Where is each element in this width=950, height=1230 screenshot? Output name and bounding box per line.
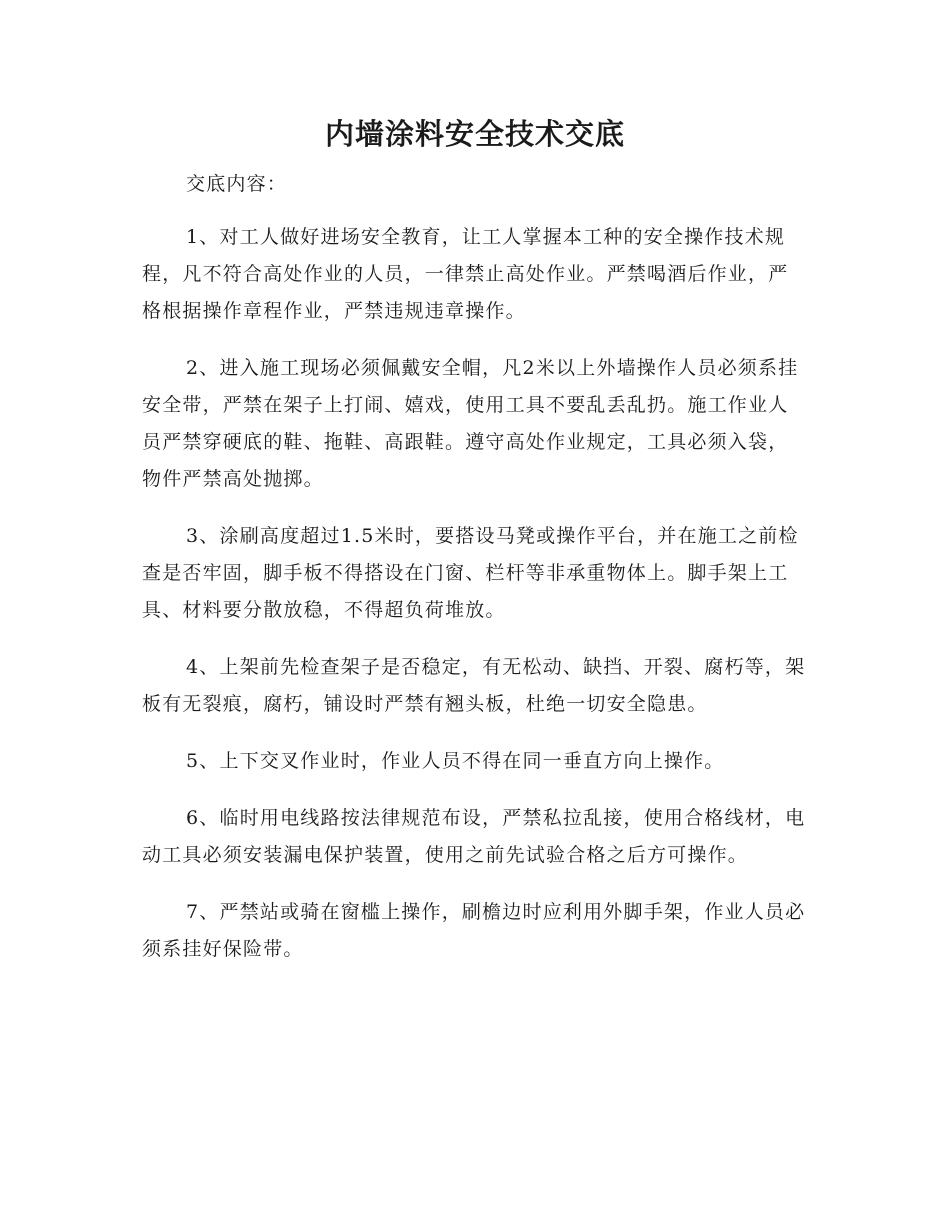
item-2: 2、进入施工现场必须佩戴安全帽，凡2米以上外墙操作人员必须系挂安全带，严禁在架子上打闹、嬉戏，使用工具不要乱丢乱扔。施工作业人员严禁穿硬底的鞋、拖鞋、高跟鞋。遵守高处作业规定，工具必须入袋，物件严禁高处抛掷。 xyxy=(142,357,799,490)
item-5: 5、上下交叉作业时，作业人员不得在同一垂直方向上操作。 xyxy=(186,750,725,772)
item-3: 3、涂刷高度超过1.5米时，要搭设马凳或操作平台，并在施工之前检查是否牢固，脚手板不得搭设在门窗、栏杆等非承重物体上。脚手架上工具、材料要分散放稳，不得超负荷堆放。 xyxy=(142,525,799,621)
document-title: 内墙涂料安全技术交底 xyxy=(324,117,625,151)
intro-label: 交底内容： xyxy=(186,173,288,195)
document-body xyxy=(142,166,808,988)
item-1: 1、对工人做好进场安全教育，让工人掌握本工种的安全操作技术规程，凡不符合高处作业的人员，一律禁止高处作业。严禁喝酒后作业，严格根据操作章程作业，严禁违规违章操作。 xyxy=(142,226,789,322)
item-7: 7、严禁站或骑在窗槛上操作，刷檐边时应利用外脚手架，作业人员必须系挂好保险带。 xyxy=(142,901,806,960)
item-6: 6、临时用电线路按法律规范布设，严禁私拉乱接，使用合格线材，电动工具必须安装漏电保护装置，使用之前先试验合格之后方可操作。 xyxy=(142,807,806,866)
item-4: 4、上架前先检查架子是否稳定，有无松动、缺挡、开裂、腐朽等，架板有无裂痕，腐朽，铺设时严禁有翘头板，杜绝一切安全隐患。 xyxy=(142,656,806,715)
